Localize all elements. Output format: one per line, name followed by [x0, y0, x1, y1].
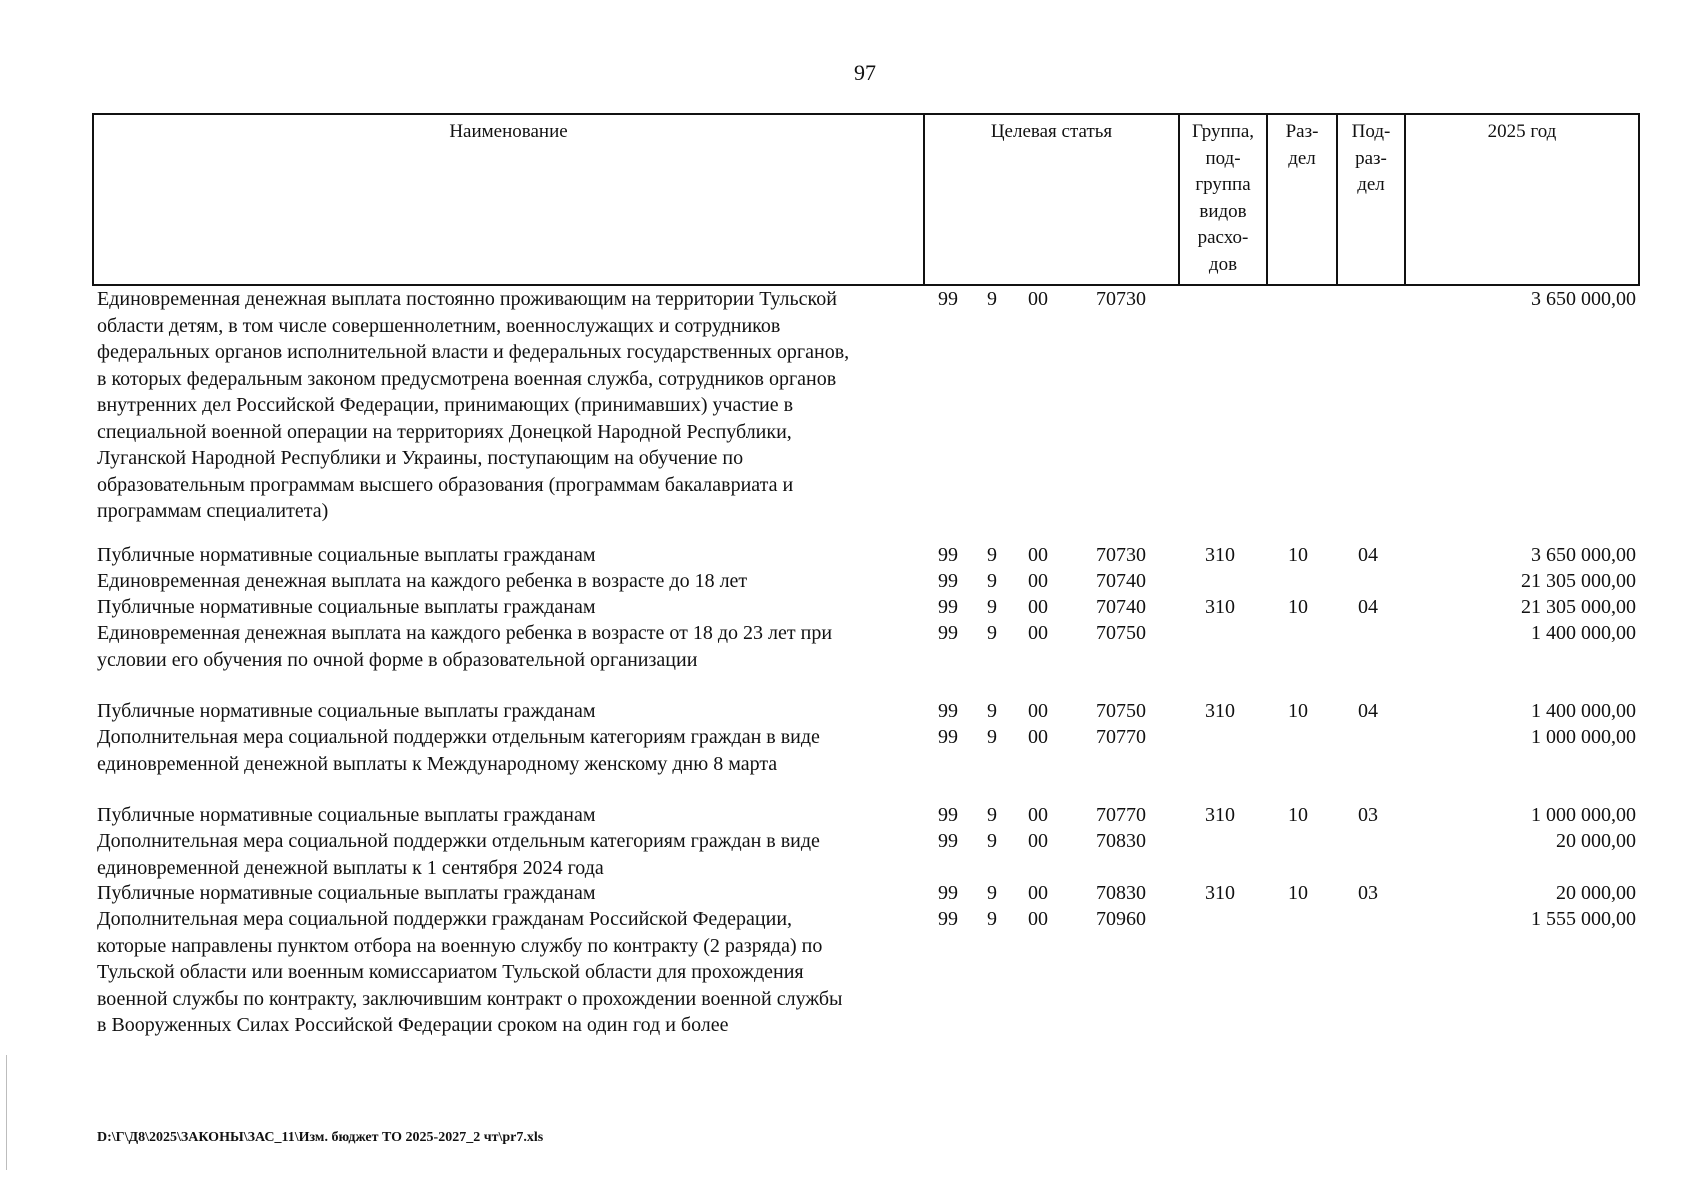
row-name: Единовременная денежная выплата на каждого ребенка в возрасте до 18 лет: [97, 570, 748, 592]
cell-a: 99: [938, 804, 958, 826]
file-path-footer: D:\Г\Д8\2025\ЗАКОНЫ\ЗАС_11\Изм. бюджет ТО 2025-2027_2 чт\pr7.xls: [97, 1130, 544, 1145]
cell-c: 00: [1028, 804, 1048, 826]
cell-b: 9: [987, 700, 997, 722]
row-name: Публичные нормативные социальные выплаты гражданам: [97, 700, 596, 722]
cell-c: 00: [1028, 544, 1048, 566]
cell-g: 03: [1358, 804, 1378, 826]
cell-f: 10: [1288, 596, 1308, 618]
cell-g: 03: [1358, 882, 1378, 904]
row-name: Публичные нормативные социальные выплаты гражданам: [97, 596, 596, 618]
page-number: 97: [854, 60, 876, 85]
cell-d: 70830: [1096, 830, 1146, 852]
cell-f: 10: [1288, 804, 1308, 826]
header-subsection: Под- раз- дел: [1338, 115, 1406, 284]
row-name: Единовременная денежная выплата постоянно проживающим на территории Тульской области детям, в том числе совершеннолетним, военнослужащих и сотрудников федеральных органов исполнительной власти и федеральных государственных органов, в которых федеральным законом предусмотрена военная служба, сотрудников органов внутренних дел Российской Федерации, принимающих (принимавших) участие в специальной военной операции на территориях Донецкой Народной Республики, Луганской Народной Республики и Украины, поступающим на обучение по образовательным программам высшего образования (программам бакалавриата и программам специалитета): [97, 288, 850, 522]
cell-a: 99: [938, 622, 958, 644]
cell-g: 04: [1358, 700, 1378, 722]
cell-b: 9: [987, 570, 997, 592]
row-name: Публичные нормативные социальные выплаты гражданам: [97, 544, 596, 566]
cell-d: 70730: [1096, 288, 1146, 310]
cell-v: 1 000 000,00: [1531, 726, 1636, 748]
cell-d: 70750: [1096, 700, 1146, 722]
cell-a: 99: [938, 830, 958, 852]
row-name: Дополнительная мера социальной поддержки отдельным категориям граждан в виде единовременной денежной выплаты к 1 сентября 2024 года: [97, 830, 820, 879]
header-target-article: Целевая статья: [925, 115, 1180, 284]
cell-d: 70830: [1096, 882, 1146, 904]
cell-v: 3 650 000,00: [1531, 288, 1636, 310]
row-name: Дополнительная мера социальной поддержки отдельным категориям граждан в виде единовременной денежной выплаты к Международному женскому дню 8 марта: [97, 726, 820, 775]
cell-a: 99: [938, 882, 958, 904]
cell-c: 00: [1028, 882, 1048, 904]
cell-g: 04: [1358, 544, 1378, 566]
cell-c: 00: [1028, 622, 1048, 644]
cell-d: 70770: [1096, 726, 1146, 748]
cell-b: 9: [987, 908, 997, 930]
cell-a: 99: [938, 700, 958, 722]
cell-b: 9: [987, 596, 997, 618]
header-expense-group: Группа, под- группа видов расхо- дов: [1180, 115, 1268, 284]
cell-f: 10: [1288, 544, 1308, 566]
cell-a: 99: [938, 570, 958, 592]
cell-d: 70750: [1096, 622, 1146, 644]
cell-e: 310: [1205, 804, 1235, 826]
row-name: Единовременная денежная выплата на каждого ребенка в возрасте от 18 до 23 лет при условии его обучения по очной форме в образовательной организации: [97, 622, 833, 671]
row-name: Публичные нормативные социальные выплаты гражданам: [97, 882, 596, 904]
cell-d: 70740: [1096, 570, 1146, 592]
scan-edge-mark: [6, 1055, 7, 1170]
cell-c: 00: [1028, 570, 1048, 592]
cell-d: 70960: [1096, 908, 1146, 930]
header-section: Раз- дел: [1268, 115, 1338, 284]
cell-e: 310: [1205, 882, 1235, 904]
cell-a: 99: [938, 908, 958, 930]
cell-c: 00: [1028, 700, 1048, 722]
cell-e: 310: [1205, 700, 1235, 722]
cell-e: 310: [1205, 544, 1235, 566]
cell-v: 20 000,00: [1556, 830, 1636, 852]
table-header: [92, 113, 1640, 286]
cell-a: 99: [938, 596, 958, 618]
header-year: 2025 год: [1487, 121, 1557, 142]
cell-b: 9: [987, 804, 997, 826]
cell-f: 10: [1288, 700, 1308, 722]
cell-b: 9: [987, 882, 997, 904]
cell-c: 00: [1028, 830, 1048, 852]
cell-v: 1 000 000,00: [1531, 804, 1636, 826]
row-name: Публичные нормативные социальные выплаты гражданам: [97, 804, 596, 826]
cell-d: 70770: [1096, 804, 1146, 826]
cell-b: 9: [987, 288, 997, 310]
cell-v: 1 400 000,00: [1531, 700, 1636, 722]
cell-d: 70730: [1096, 544, 1146, 566]
cell-v: 21 305 000,00: [1521, 596, 1636, 618]
row-name: Дополнительная мера социальной поддержки гражданам Российской Федерации, которые направлены пунктом отбора на военную службу по контракту (2 разряда) по Тульской области или военным комиссариатом Тульской области для прохождения военной службы по контракту, заключившим контракт о прохождении военной службы в Вооруженных Силах Российской Федерации сроком на один год и более: [97, 908, 843, 1036]
cell-d: 70740: [1096, 596, 1146, 618]
cell-c: 00: [1028, 726, 1048, 748]
cell-g: 04: [1358, 596, 1378, 618]
cell-v: 1 400 000,00: [1531, 622, 1636, 644]
cell-v: 20 000,00: [1556, 882, 1636, 904]
cell-b: 9: [987, 726, 997, 748]
header-name: Наименование: [94, 115, 925, 284]
cell-f: 10: [1288, 882, 1308, 904]
cell-b: 9: [987, 622, 997, 644]
cell-v: 21 305 000,00: [1521, 570, 1636, 592]
cell-c: 00: [1028, 908, 1048, 930]
cell-c: 00: [1028, 596, 1048, 618]
cell-v: 1 555 000,00: [1531, 908, 1636, 930]
cell-v: 3 650 000,00: [1531, 544, 1636, 566]
cell-b: 9: [987, 544, 997, 566]
cell-a: 99: [938, 544, 958, 566]
cell-a: 99: [938, 726, 958, 748]
cell-a: 99: [938, 288, 958, 310]
cell-c: 00: [1028, 288, 1048, 310]
cell-b: 9: [987, 830, 997, 852]
cell-e: 310: [1205, 596, 1235, 618]
